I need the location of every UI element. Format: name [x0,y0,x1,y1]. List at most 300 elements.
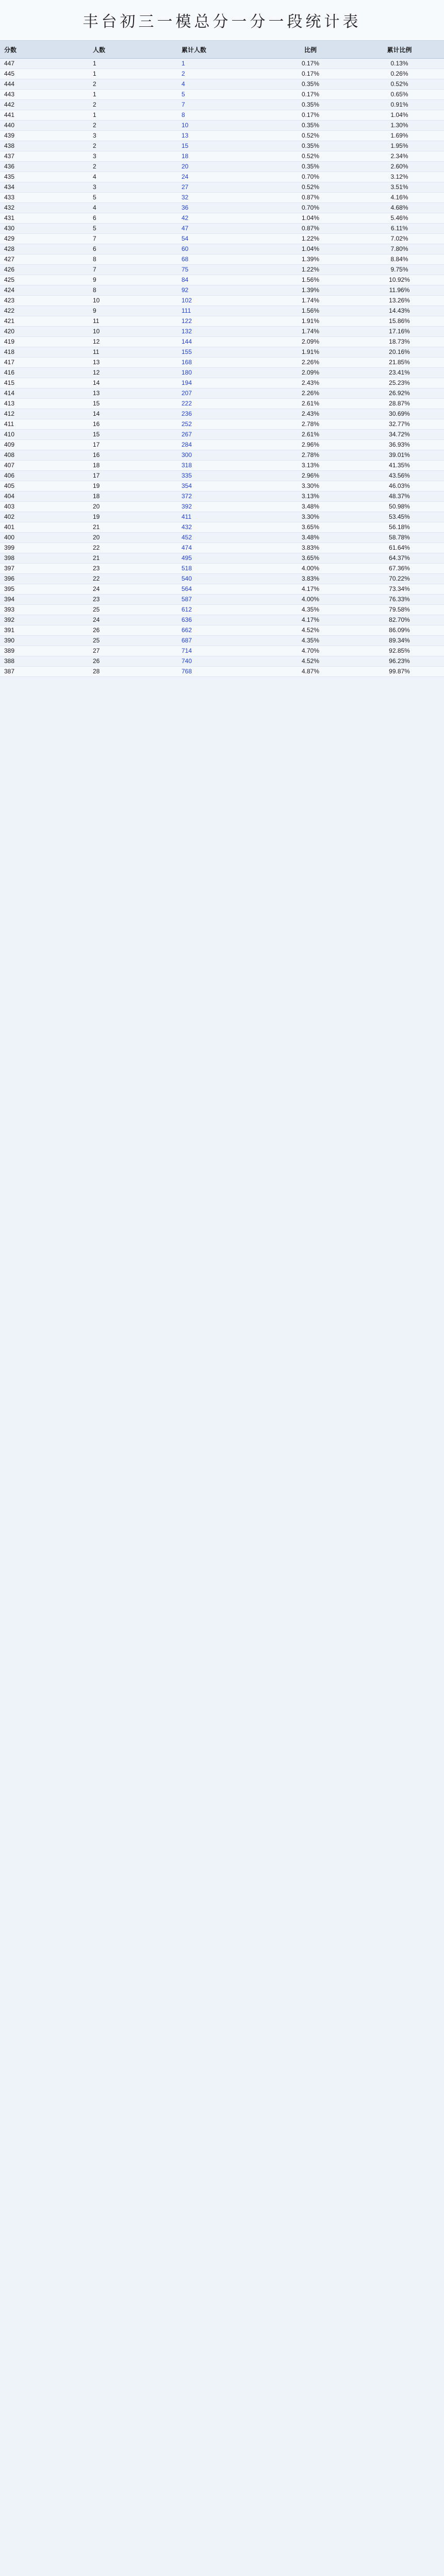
score-cell: 433 [0,193,89,203]
count-cell: 14 [89,409,177,419]
ratio-cell: 0.17% [266,69,355,79]
cumulative-count-cell: 132 [177,327,266,337]
ratio-cell: 4.52% [266,625,355,636]
cumulative-ratio-cell: 96.23% [355,656,444,667]
table-row [0,110,444,121]
score-cell: 444 [0,79,89,90]
count-cell: 2 [89,141,177,151]
cumulative-ratio-cell: 5.46% [355,213,444,224]
ratio-cell: 0.35% [266,141,355,151]
table-row [0,595,444,605]
count-cell: 7 [89,265,177,275]
table-row [0,450,444,461]
score-cell: 416 [0,368,89,378]
score-cell: 426 [0,265,89,275]
ratio-cell: 4.35% [266,605,355,615]
cumulative-count-cell: 4 [177,79,266,90]
column-header-ratio: 比例 [266,41,355,59]
count-cell: 1 [89,69,177,79]
table-row [0,656,444,667]
score-cell: 397 [0,564,89,574]
cumulative-ratio-cell: 53.45% [355,512,444,522]
count-cell: 11 [89,347,177,358]
ratio-cell: 0.52% [266,131,355,141]
ratio-cell: 4.17% [266,584,355,595]
score-cell: 409 [0,440,89,450]
score-cell: 434 [0,182,89,193]
cumulative-count-cell: 714 [177,646,266,656]
table-row [0,399,444,409]
cumulative-ratio-cell: 0.52% [355,79,444,90]
cumulative-ratio-cell: 18.73% [355,337,444,347]
count-cell: 3 [89,131,177,141]
count-cell: 5 [89,193,177,203]
ratio-cell: 1.91% [266,347,355,358]
count-cell: 2 [89,162,177,172]
count-cell: 10 [89,296,177,306]
ratio-cell: 2.26% [266,358,355,368]
ratio-cell: 3.83% [266,543,355,553]
score-cell: 392 [0,615,89,625]
cumulative-ratio-cell: 86.09% [355,625,444,636]
count-cell: 6 [89,244,177,255]
ratio-cell: 0.35% [266,79,355,90]
cumulative-count-cell: 587 [177,595,266,605]
ratio-cell: 3.30% [266,481,355,492]
count-cell: 23 [89,595,177,605]
count-cell: 22 [89,574,177,584]
count-cell: 1 [89,110,177,121]
count-cell: 8 [89,255,177,265]
count-cell: 10 [89,327,177,337]
ratio-cell: 2.96% [266,471,355,481]
score-cell: 442 [0,100,89,110]
count-cell: 9 [89,275,177,285]
cumulative-count-cell: 18 [177,151,266,162]
cumulative-count-cell: 68 [177,255,266,265]
score-cell: 436 [0,162,89,172]
cumulative-ratio-cell: 2.34% [355,151,444,162]
score-cell: 414 [0,388,89,399]
ratio-cell: 2.09% [266,368,355,378]
table-row [0,182,444,193]
score-cell: 387 [0,667,89,677]
cumulative-count-cell: 102 [177,296,266,306]
cumulative-count-cell: 84 [177,275,266,285]
cumulative-count-cell: 122 [177,316,266,327]
ratio-cell: 0.87% [266,193,355,203]
cumulative-count-cell: 636 [177,615,266,625]
table-row [0,275,444,285]
count-cell: 21 [89,522,177,533]
count-cell: 18 [89,492,177,502]
cumulative-ratio-cell: 41.35% [355,461,444,471]
header-row [0,41,444,59]
count-cell: 19 [89,481,177,492]
score-cell: 415 [0,378,89,388]
ratio-cell: 4.00% [266,595,355,605]
table-row [0,151,444,162]
title-bar [0,0,444,41]
table-row [0,327,444,337]
score-cell: 445 [0,69,89,79]
cumulative-ratio-cell: 15.86% [355,316,444,327]
cumulative-ratio-cell: 0.65% [355,90,444,100]
table-row [0,296,444,306]
table-row [0,213,444,224]
cumulative-ratio-cell: 70.22% [355,574,444,584]
table-row [0,172,444,182]
ratio-cell: 3.13% [266,461,355,471]
score-cell: 447 [0,59,89,69]
ratio-cell: 4.00% [266,564,355,574]
table-row [0,358,444,368]
table-row [0,481,444,492]
score-cell: 410 [0,430,89,440]
score-cell: 398 [0,553,89,564]
cumulative-count-cell: 7 [177,100,266,110]
count-cell: 9 [89,306,177,316]
cumulative-ratio-cell: 50.98% [355,502,444,512]
table-row [0,121,444,131]
cumulative-count-cell: 740 [177,656,266,667]
count-cell: 21 [89,553,177,564]
cumulative-count-cell: 168 [177,358,266,368]
score-cell: 411 [0,419,89,430]
ratio-cell: 2.26% [266,388,355,399]
column-header-cumulative-count: 累计人数 [177,41,266,59]
cumulative-count-cell: 222 [177,399,266,409]
ratio-cell: 1.74% [266,296,355,306]
cumulative-ratio-cell: 67.36% [355,564,444,574]
cumulative-ratio-cell: 58.78% [355,533,444,543]
cumulative-count-cell: 495 [177,553,266,564]
table-row [0,224,444,234]
ratio-cell: 3.83% [266,574,355,584]
score-cell: 402 [0,512,89,522]
cumulative-count-cell: 518 [177,564,266,574]
cumulative-count-cell: 75 [177,265,266,275]
ratio-cell: 0.17% [266,110,355,121]
count-cell: 16 [89,450,177,461]
score-cell: 396 [0,574,89,584]
score-cell: 427 [0,255,89,265]
cumulative-count-cell: 540 [177,574,266,584]
count-cell: 26 [89,656,177,667]
table-row [0,409,444,419]
table-row [0,430,444,440]
count-cell: 2 [89,121,177,131]
table-row [0,69,444,79]
count-cell: 17 [89,440,177,450]
count-cell: 15 [89,430,177,440]
count-cell: 27 [89,646,177,656]
count-cell: 23 [89,564,177,574]
cumulative-ratio-cell: 4.68% [355,203,444,213]
cumulative-ratio-cell: 21.85% [355,358,444,368]
ratio-cell: 1.22% [266,265,355,275]
table-row [0,131,444,141]
cumulative-ratio-cell: 0.91% [355,100,444,110]
cumulative-count-cell: 92 [177,285,266,296]
ratio-cell: 2.61% [266,399,355,409]
column-header-score: 分数 [0,41,89,59]
count-cell: 1 [89,90,177,100]
column-header-cumulative-ratio: 累计比例 [355,41,444,59]
table-row [0,193,444,203]
table-row [0,306,444,316]
ratio-cell: 2.43% [266,378,355,388]
cumulative-ratio-cell: 20.16% [355,347,444,358]
score-cell: 432 [0,203,89,213]
ratio-cell: 0.52% [266,151,355,162]
score-cell: 406 [0,471,89,481]
ratio-cell: 3.30% [266,512,355,522]
table-row [0,378,444,388]
count-cell: 14 [89,378,177,388]
table-row [0,162,444,172]
ratio-cell: 2.78% [266,450,355,461]
score-cell: 394 [0,595,89,605]
table-row [0,234,444,244]
score-cell: 422 [0,306,89,316]
table-row [0,388,444,399]
cumulative-ratio-cell: 4.16% [355,193,444,203]
score-cell: 443 [0,90,89,100]
ratio-cell: 1.91% [266,316,355,327]
ratio-cell: 1.04% [266,244,355,255]
cumulative-ratio-cell: 1.69% [355,131,444,141]
score-cell: 425 [0,275,89,285]
table-row [0,502,444,512]
cumulative-count-cell: 10 [177,121,266,131]
table-row [0,347,444,358]
cumulative-ratio-cell: 43.56% [355,471,444,481]
table-row [0,543,444,553]
cumulative-ratio-cell: 1.04% [355,110,444,121]
count-cell: 5 [89,224,177,234]
score-cell: 407 [0,461,89,471]
score-cell: 400 [0,533,89,543]
score-cell: 401 [0,522,89,533]
cumulative-count-cell: 768 [177,667,266,677]
ratio-cell: 0.35% [266,121,355,131]
count-cell: 11 [89,316,177,327]
ratio-cell: 2.78% [266,419,355,430]
table-row [0,203,444,213]
count-cell: 16 [89,419,177,430]
cumulative-ratio-cell: 0.13% [355,59,444,69]
score-cell: 430 [0,224,89,234]
score-cell: 412 [0,409,89,419]
ratio-cell: 0.35% [266,100,355,110]
count-cell: 25 [89,605,177,615]
table-row [0,574,444,584]
cumulative-count-cell: 252 [177,419,266,430]
table-row [0,79,444,90]
cumulative-count-cell: 612 [177,605,266,615]
cumulative-ratio-cell: 7.80% [355,244,444,255]
cumulative-count-cell: 300 [177,450,266,461]
count-cell: 26 [89,625,177,636]
ratio-cell: 2.61% [266,430,355,440]
ratio-cell: 1.39% [266,285,355,296]
cumulative-count-cell: 392 [177,502,266,512]
count-cell: 1 [89,59,177,69]
cumulative-count-cell: 13 [177,131,266,141]
table-row [0,667,444,677]
cumulative-count-cell: 15 [177,141,266,151]
table-row [0,646,444,656]
cumulative-count-cell: 155 [177,347,266,358]
score-cell: 388 [0,656,89,667]
ratio-cell: 3.48% [266,502,355,512]
ratio-cell: 3.65% [266,553,355,564]
table-row [0,440,444,450]
cumulative-count-cell: 318 [177,461,266,471]
cumulative-ratio-cell: 79.58% [355,605,444,615]
cumulative-count-cell: 1 [177,59,266,69]
count-cell: 2 [89,100,177,110]
cumulative-ratio-cell: 30.69% [355,409,444,419]
ratio-cell: 0.70% [266,172,355,182]
cumulative-count-cell: 36 [177,203,266,213]
table-row [0,553,444,564]
score-cell: 428 [0,244,89,255]
score-cell: 441 [0,110,89,121]
table-row [0,141,444,151]
cumulative-ratio-cell: 28.87% [355,399,444,409]
count-cell: 20 [89,533,177,543]
score-cell: 421 [0,316,89,327]
cumulative-ratio-cell: 82.70% [355,615,444,625]
cumulative-ratio-cell: 56.18% [355,522,444,533]
cumulative-count-cell: 662 [177,625,266,636]
score-cell: 424 [0,285,89,296]
cumulative-ratio-cell: 26.92% [355,388,444,399]
cumulative-ratio-cell: 34.72% [355,430,444,440]
cumulative-ratio-cell: 32.77% [355,419,444,430]
score-cell: 423 [0,296,89,306]
count-cell: 4 [89,172,177,182]
table-row [0,368,444,378]
score-cell: 420 [0,327,89,337]
table-body [0,59,444,677]
ratio-cell: 1.39% [266,255,355,265]
cumulative-count-cell: 564 [177,584,266,595]
cumulative-ratio-cell: 92.85% [355,646,444,656]
ratio-cell: 0.70% [266,203,355,213]
count-cell: 19 [89,512,177,522]
score-cell: 435 [0,172,89,182]
cumulative-count-cell: 60 [177,244,266,255]
score-cell: 393 [0,605,89,615]
cumulative-ratio-cell: 48.37% [355,492,444,502]
cumulative-count-cell: 432 [177,522,266,533]
ratio-cell: 4.87% [266,667,355,677]
score-cell: 391 [0,625,89,636]
cumulative-ratio-cell: 6.11% [355,224,444,234]
table-row [0,471,444,481]
table-row [0,636,444,646]
cumulative-ratio-cell: 3.12% [355,172,444,182]
score-distribution-table [0,41,444,677]
cumulative-ratio-cell: 1.95% [355,141,444,151]
score-cell: 437 [0,151,89,162]
table-row [0,90,444,100]
table-row [0,492,444,502]
cumulative-count-cell: 24 [177,172,266,182]
cumulative-ratio-cell: 13.26% [355,296,444,306]
ratio-cell: 3.48% [266,533,355,543]
cumulative-count-cell: 411 [177,512,266,522]
table-row [0,59,444,69]
cumulative-ratio-cell: 46.03% [355,481,444,492]
cumulative-count-cell: 8 [177,110,266,121]
cumulative-ratio-cell: 99.87% [355,667,444,677]
table-row [0,255,444,265]
cumulative-count-cell: 194 [177,378,266,388]
score-cell: 429 [0,234,89,244]
cumulative-ratio-cell: 25.23% [355,378,444,388]
count-cell: 24 [89,584,177,595]
count-cell: 12 [89,337,177,347]
table-row [0,316,444,327]
score-cell: 439 [0,131,89,141]
ratio-cell: 0.52% [266,182,355,193]
count-cell: 15 [89,399,177,409]
page-title: 丰台初三一模总分一分一段统计表 [83,13,361,31]
score-cell: 408 [0,450,89,461]
ratio-cell: 2.43% [266,409,355,419]
ratio-cell: 0.17% [266,59,355,69]
cumulative-ratio-cell: 10.92% [355,275,444,285]
ratio-cell: 4.52% [266,656,355,667]
score-cell: 404 [0,492,89,502]
ratio-cell: 0.35% [266,162,355,172]
cumulative-count-cell: 687 [177,636,266,646]
cumulative-ratio-cell: 17.16% [355,327,444,337]
cumulative-count-cell: 27 [177,182,266,193]
cumulative-count-cell: 47 [177,224,266,234]
count-cell: 17 [89,471,177,481]
cumulative-count-cell: 284 [177,440,266,450]
cumulative-count-cell: 372 [177,492,266,502]
column-header-count: 人数 [89,41,177,59]
score-cell: 413 [0,399,89,409]
ratio-cell: 1.56% [266,275,355,285]
table-row [0,605,444,615]
count-cell: 20 [89,502,177,512]
cumulative-count-cell: 452 [177,533,266,543]
count-cell: 8 [89,285,177,296]
count-cell: 6 [89,213,177,224]
cumulative-ratio-cell: 3.51% [355,182,444,193]
cumulative-count-cell: 5 [177,90,266,100]
cumulative-ratio-cell: 11.96% [355,285,444,296]
ratio-cell: 1.22% [266,234,355,244]
cumulative-ratio-cell: 64.37% [355,553,444,564]
score-cell: 395 [0,584,89,595]
table-row [0,100,444,110]
count-cell: 22 [89,543,177,553]
cumulative-count-cell: 474 [177,543,266,553]
table-row [0,584,444,595]
ratio-cell: 3.13% [266,492,355,502]
cumulative-count-cell: 111 [177,306,266,316]
cumulative-ratio-cell: 36.93% [355,440,444,450]
cumulative-ratio-cell: 0.26% [355,69,444,79]
